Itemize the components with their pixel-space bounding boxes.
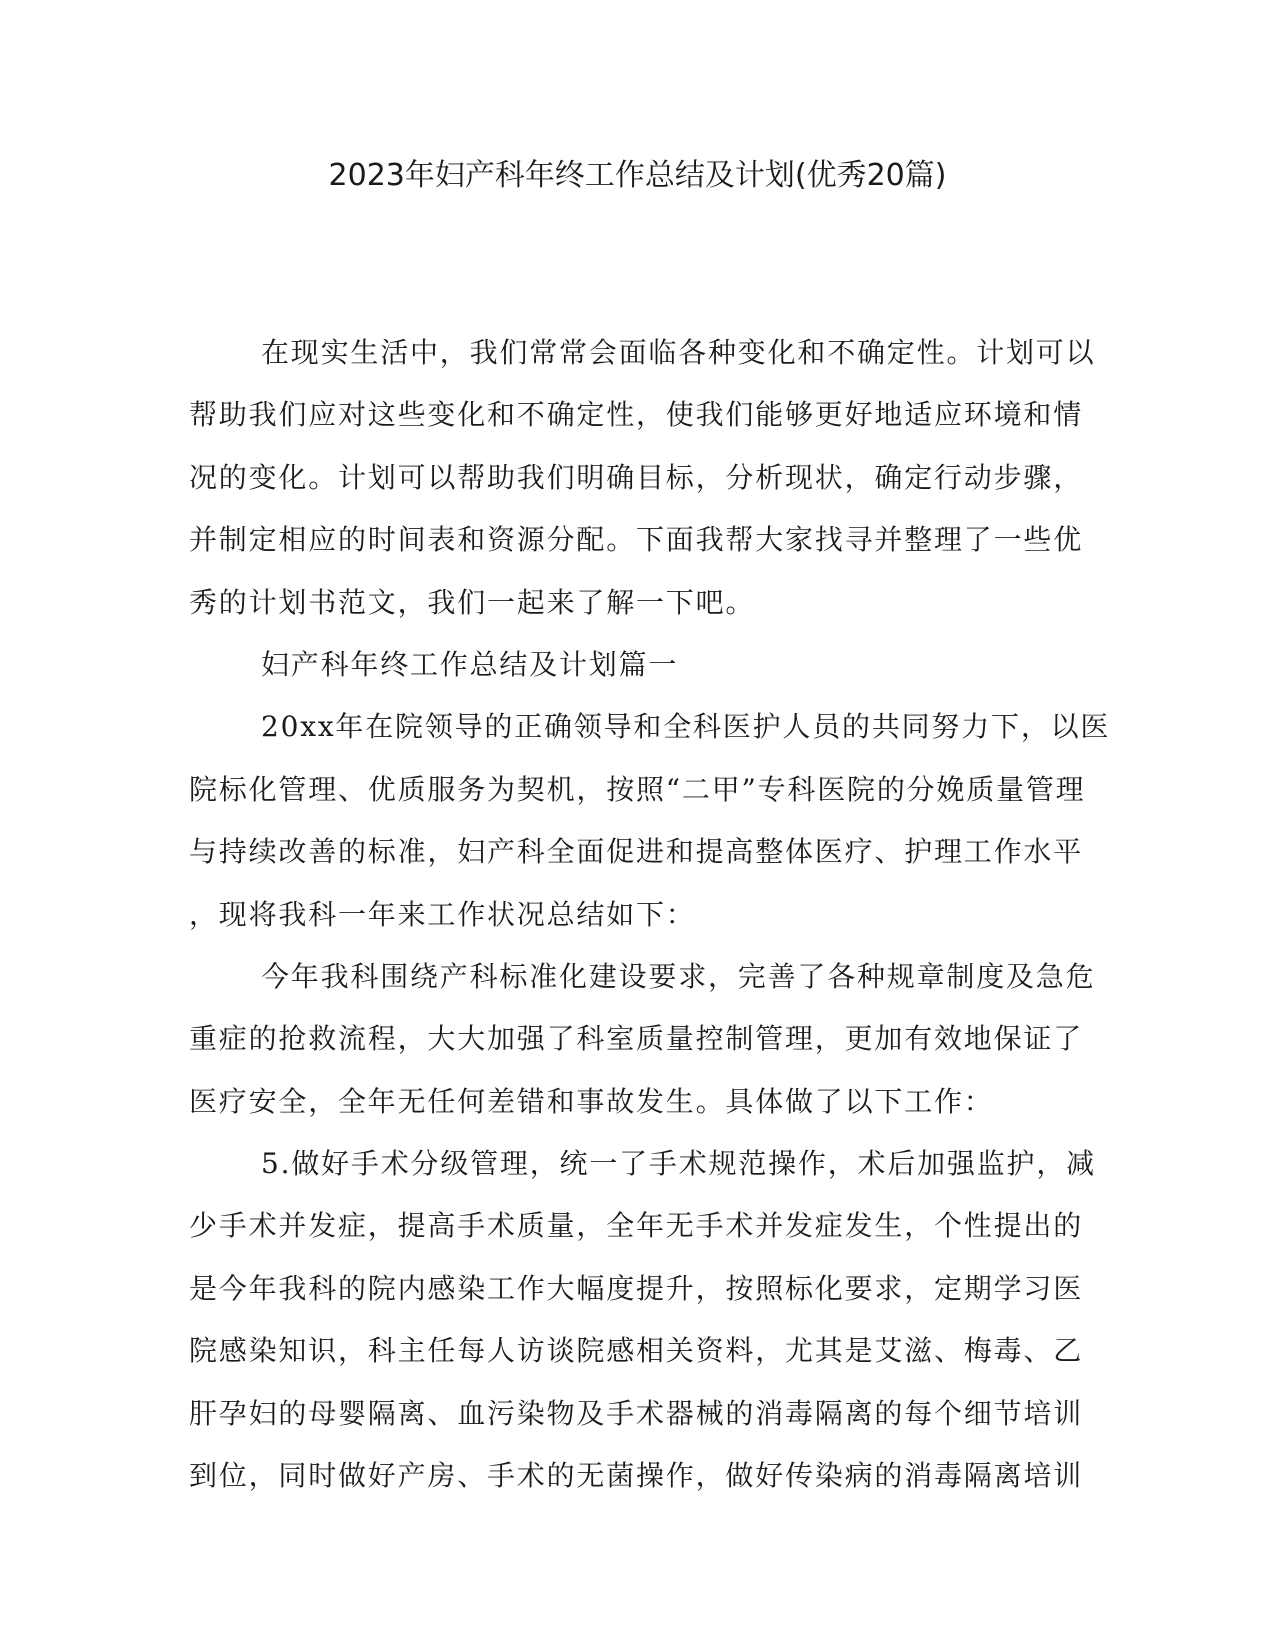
document-title: 2023年妇产科年终工作总结及计划(优秀20篇) xyxy=(328,158,947,193)
body-line: 帮助我们应对这些变化和不确定性，使我们能够更好地适应环境和情 xyxy=(189,398,1084,432)
body-line: 院标化管理、优质服务为契机，按照“二甲”专科医院的分娩质量管理 xyxy=(189,772,1086,806)
document-body xyxy=(189,322,1111,1507)
body-line: 并制定相应的时间表和资源分配。下面我帮大家找寻并整理了一些优 xyxy=(189,523,1084,557)
body-line: 5.做好手术分级管理，统一了手术规范操作，术后加强监护，减 xyxy=(261,1147,1096,1181)
body-line: 到位，同时做好产房、手术的无菌操作，做好传染病的消毒隔离培训 xyxy=(189,1459,1084,1493)
body-line: 在现实生活中，我们常常会面临各种变化和不确定性。计划可以 xyxy=(261,336,1096,369)
section-heading: 妇产科年终工作总结及计划篇一 xyxy=(261,647,679,681)
body-line: 是今年我科的院内感染工作大幅度提升，按照标化要求，定期学习医 xyxy=(189,1271,1084,1305)
body-line: 重症的抢救流程，大大加强了科室质量控制管理，更加有效地保证了 xyxy=(189,1022,1084,1056)
body-line: 院感染知识，科主任每人访谈院感相关资料，尤其是艾滋、梅毒、乙 xyxy=(189,1334,1084,1368)
body-line: 今年我科围绕产科标准化建设要求，完善了各种规章制度及急危 xyxy=(261,959,1096,993)
body-line: 秀的计划书范文，我们一起来了解一下吧。 xyxy=(189,585,756,619)
body-line: 与持续改善的标准，妇产科全面促进和提高整体医疗、护理工作水平 xyxy=(189,835,1084,869)
body-line: 少手术并发症，提高手术质量，全年无手术并发症发生，个性提出的 xyxy=(189,1209,1084,1243)
body-line: ，现将我科一年来工作状况总结如下： xyxy=(189,897,696,931)
body-line: 医疗安全，全年无任何差错和事故发生。具体做了以下工作： xyxy=(189,1084,994,1118)
body-line: 肝孕妇的母婴隔离、血污染物及手术器械的消毒隔离的每个细节培训 xyxy=(189,1396,1084,1430)
body-line: 20xx年在院领导的正确领导和全科医护人员的共同努力下，以医 xyxy=(261,710,1111,744)
body-line: 况的变化。计划可以帮助我们明确目标，分析现状，确定行动步骤， xyxy=(189,460,1084,494)
